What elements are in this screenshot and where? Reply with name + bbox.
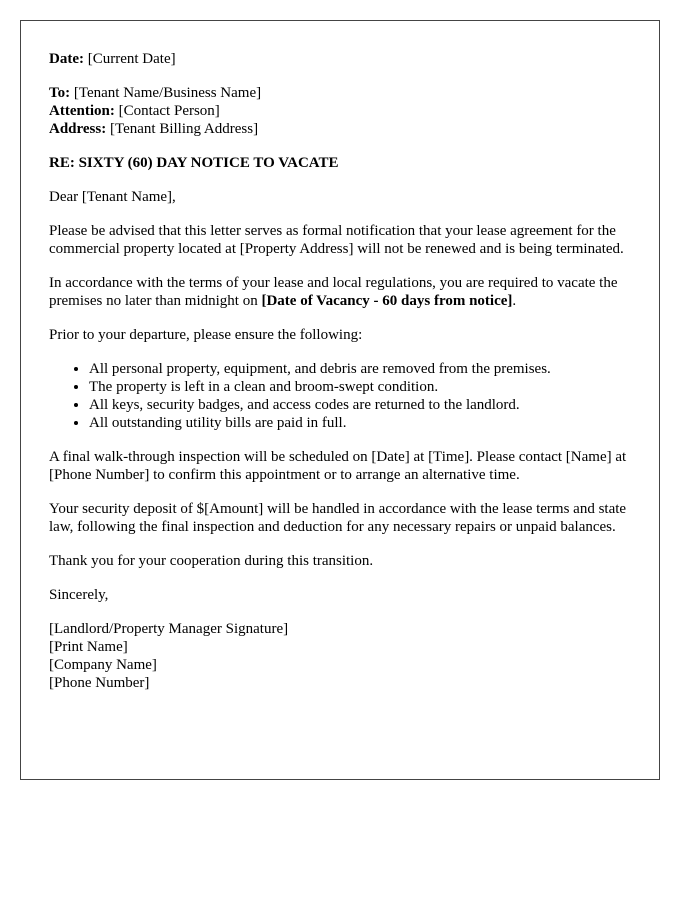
to-line [49,84,631,102]
paragraph-thanks: Thank you for your cooperation during this transition. [49,553,374,569]
date-value: [Current Date] [83,51,176,67]
attention-label: Attention: [49,103,115,119]
print-name-line: [Print Name] [49,639,128,655]
notice-letter [20,20,660,780]
paragraph-prior-departure: Prior to your departure, please ensure the following: [49,327,363,343]
vacancy-date: [Date of Vacancy - 60 days from notice] [261,293,513,309]
company-name-line: [Company Name] [49,657,157,673]
to-label: To: [49,85,71,101]
vacate-text-end: . [512,293,517,309]
subject-text: RE: SIXTY (60) DAY NOTICE TO VACATE [49,155,339,171]
address-line [49,120,631,138]
date-label: Date: [49,51,84,67]
phone-number-line: [Phone Number] [49,675,150,691]
paragraph-inspection: A final walk-through inspection will be scheduled on [Date] at [Time]. Please contact [Name] at [Phone Number] to confirm this appointment or to arrange an alternative time. [49,449,627,483]
paragraph-notification: Please be advised that this letter serves as formal notification that your lease agreement for the commercial property located at [Property Address] will not be renewed and is being terminated. [49,223,624,257]
paragraph-deposit: Your security deposit of $[Amount] will be handled in accordance with the lease terms and state law, following the final inspection and deduction for any necessary repairs or unpaid balances. [49,501,627,535]
list-item: • All outstanding utility bills are paid in full. [89,414,631,432]
attention-line [49,102,631,120]
list-item: • All personal property, equipment, and debris are removed from the premises. [89,360,631,378]
signature-line: [Landlord/Property Manager Signature] [49,621,289,637]
signature-block [49,620,631,692]
vacate-text: In accordance with the terms of your lease and local regulations, you are required to vacate the premises no later than midnight on [49,275,618,309]
recipient-block [49,84,631,138]
address-label: Address: [49,121,107,137]
closing: Sincerely, [49,587,109,603]
salutation: Dear [Tenant Name], [49,189,176,205]
to-value: [Tenant Name/Business Name] [70,85,262,101]
paragraph-vacate-deadline [49,274,631,310]
address-value: [Tenant Billing Address] [106,121,259,137]
subject-line [49,154,631,172]
date-line [49,50,631,68]
list-item: • The property is left in a clean and broom-swept condition. [89,378,631,396]
requirements-list [49,360,631,432]
list-item: • All keys, security badges, and access codes are returned to the landlord. [89,396,631,414]
attention-value: [Contact Person] [114,103,220,119]
